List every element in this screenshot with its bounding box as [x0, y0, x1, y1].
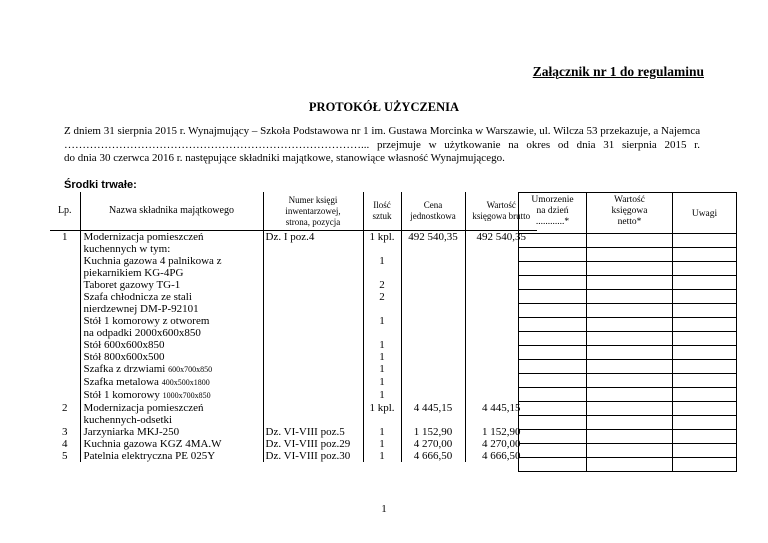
row-quantity: [363, 376, 401, 389]
header-depreciation-l3: ............*: [535, 217, 570, 227]
row-quantity-text: 1: [379, 255, 385, 267]
empty-cell: [587, 402, 673, 416]
row-unit-price: [401, 363, 465, 376]
row-quantity-text: 1: [379, 376, 385, 388]
header-unit-price-l2: jednostkowa: [410, 211, 456, 221]
row-quantity-text: 1: [379, 315, 385, 327]
depreciation-row: [519, 262, 737, 276]
depreciation-row: [519, 248, 737, 262]
row-name-text: Szafka z drzwiami: [83, 363, 169, 375]
empty-cell: [587, 444, 673, 458]
row-name-text: Stół 800x600x500: [83, 351, 165, 363]
row-quantity-text: 2: [379, 279, 385, 291]
empty-cell: [519, 304, 587, 318]
row-name: [80, 303, 263, 315]
table-row: [50, 231, 537, 244]
row-lp-text: 2: [62, 402, 68, 414]
row-inventory: [263, 450, 363, 462]
table-row: [50, 255, 537, 267]
row-quantity-text: 2: [379, 291, 385, 303]
table-row: [50, 389, 537, 402]
empty-cell: [519, 248, 587, 262]
row-name: [80, 231, 263, 244]
row-inventory: [263, 389, 363, 402]
depreciation-row: [519, 402, 737, 416]
row-quantity: [363, 339, 401, 351]
table-row: [50, 426, 537, 438]
intro-line-3: do dnia 30 czerwca 2016 r. następujące składniki majątkowe, stanowiące własność Wynajmującego.: [64, 152, 505, 164]
table-header-row: [50, 192, 537, 231]
empty-cell: [519, 402, 587, 416]
row-unit-price: [401, 315, 465, 327]
table-row: [50, 363, 537, 376]
empty-cell: [673, 458, 737, 472]
empty-cell: [587, 458, 673, 472]
row-name: [80, 363, 263, 376]
empty-cell: [673, 276, 737, 290]
row-lp: [50, 363, 80, 376]
empty-cell: [587, 276, 673, 290]
row-inventory: [263, 402, 363, 414]
row-lp: [50, 376, 80, 389]
row-name-text: Taboret gazowy TG-1: [83, 279, 181, 291]
row-name-text: Stół 1 komorowy z otworem: [83, 315, 210, 327]
header-unit-price-l1: Cena: [423, 200, 443, 210]
row-unit-price: [401, 279, 465, 291]
row-quantity-text: 1 kpl.: [369, 231, 395, 243]
row-unit-price: [401, 389, 465, 402]
depreciation-row: [519, 388, 737, 402]
empty-cell: [587, 290, 673, 304]
row-lp: [50, 279, 80, 291]
row-quantity: [363, 389, 401, 402]
row-name-text: Stół 1 komorowy: [83, 389, 163, 401]
assets-table: [50, 192, 537, 462]
depreciation-row: [519, 290, 737, 304]
row-unit-price: [401, 303, 465, 315]
header-net-value-l3: netto*: [617, 217, 642, 227]
empty-cell: [587, 374, 673, 388]
row-lp-text: 3: [62, 426, 68, 438]
row-quantity: [363, 303, 401, 315]
empty-cell: [587, 234, 673, 248]
empty-cell: [673, 388, 737, 402]
row-lp: [50, 402, 80, 414]
row-inventory: [263, 315, 363, 327]
row-name: [80, 426, 263, 438]
row-book-value-text: 4 270,00: [482, 438, 521, 450]
depreciation-row: [519, 346, 737, 360]
row-quantity-text: 1: [379, 363, 385, 375]
row-unit-price: [401, 291, 465, 303]
empty-cell: [673, 346, 737, 360]
row-lp-text: 1: [62, 231, 68, 243]
row-quantity: [363, 426, 401, 438]
row-book-value-text: 1 152,90: [482, 426, 521, 438]
row-unit-price: [401, 438, 465, 450]
row-quantity: [363, 267, 401, 279]
empty-cell: [519, 262, 587, 276]
annex-heading: Załącznik nr 1 do regulaminu: [532, 64, 704, 79]
row-unit-price: [401, 426, 465, 438]
row-quantity: [363, 243, 401, 255]
row-unit-price: [401, 414, 465, 426]
row-unit-price-text: 4 270,00: [413, 438, 453, 450]
table-row: [50, 303, 537, 315]
table-row: [50, 414, 537, 426]
row-inventory: [263, 363, 363, 376]
depreciation-row: [519, 276, 737, 290]
row-inventory: [263, 339, 363, 351]
empty-cell: [519, 430, 587, 444]
empty-cell: [519, 346, 587, 360]
empty-cell: [587, 360, 673, 374]
row-unit-price: [401, 327, 465, 339]
row-unit-price-text: 4 666,50: [413, 450, 453, 462]
row-unit-price: [401, 450, 465, 462]
header-name: Nazwa składnika majątkowego: [80, 192, 263, 231]
table-row: [50, 438, 537, 450]
row-quantity-text: 1: [379, 426, 385, 438]
empty-cell: [519, 458, 587, 472]
header-net-value-l1: Wartość: [614, 195, 645, 205]
row-lp: [50, 327, 80, 339]
row-lp: [50, 414, 80, 426]
header-quantity-l2: sztuk: [372, 211, 392, 221]
row-inventory: [263, 327, 363, 339]
row-inventory: [263, 376, 363, 389]
depreciation-header-row: [519, 193, 737, 234]
empty-cell: [519, 374, 587, 388]
row-quantity: [363, 291, 401, 303]
row-inventory-text: Dz. I poz.4: [265, 231, 315, 243]
header-depreciation-l2: na dzień: [536, 206, 569, 216]
row-inventory: [263, 438, 363, 450]
row-lp: [50, 351, 80, 363]
empty-cell: [673, 402, 737, 416]
empty-cell: [519, 416, 587, 430]
row-lp: [50, 315, 80, 327]
empty-cell: [587, 332, 673, 346]
row-name: [80, 327, 263, 339]
header-notes: Uwagi: [673, 193, 737, 234]
page-number: 1: [381, 503, 387, 515]
row-inventory: [263, 414, 363, 426]
row-name-dimensions: 600x700x850: [168, 365, 213, 374]
header-depreciation: [519, 193, 587, 234]
row-inventory: [263, 303, 363, 315]
row-name-text: piekarnikiem KG-4PG: [83, 267, 184, 279]
row-unit-price: [401, 339, 465, 351]
table-row: [50, 315, 537, 327]
empty-cell: [673, 444, 737, 458]
row-inventory: [263, 243, 363, 255]
section-label: Środki trwałe:: [64, 179, 137, 191]
row-unit-price-text: 4 445,15: [413, 402, 453, 414]
row-lp: [50, 231, 80, 244]
intro-paragraph: [64, 125, 700, 166]
empty-cell: [587, 388, 673, 402]
empty-cell: [587, 346, 673, 360]
table-row: [50, 243, 537, 255]
header-inventory-l1: Numer księgi: [288, 194, 338, 205]
row-inventory: [263, 426, 363, 438]
empty-cell: [673, 318, 737, 332]
row-inventory-text: Dz. VI-VIII poz.5: [265, 426, 345, 438]
header-inventory-l2: inwentarzowej,: [285, 205, 341, 216]
header-book-value-l1: Wartość: [486, 200, 516, 210]
row-inventory: [263, 267, 363, 279]
row-lp: [50, 339, 80, 351]
row-name-text: Kuchnia gazowa 4 palnikowa z: [83, 255, 222, 267]
row-unit-price: [401, 351, 465, 363]
row-name-text: Szafa chłodnicza ze stali: [83, 291, 192, 303]
empty-cell: [673, 262, 737, 276]
row-name-text: Stół 600x600x850: [83, 339, 165, 351]
row-quantity: [363, 438, 401, 450]
row-quantity: [363, 279, 401, 291]
row-book-value-text: 492 540,35: [476, 231, 526, 243]
row-unit-price: [401, 267, 465, 279]
empty-cell: [587, 248, 673, 262]
row-quantity-text: 1 kpl.: [369, 402, 395, 414]
depreciation-row: [519, 458, 737, 472]
row-lp-text: 4: [62, 438, 68, 450]
empty-cell: [587, 262, 673, 276]
table-row: [50, 339, 537, 351]
header-net-value: [587, 193, 673, 234]
table-row: [50, 327, 537, 339]
empty-cell: [673, 234, 737, 248]
row-inventory: [263, 291, 363, 303]
row-quantity: [363, 327, 401, 339]
empty-cell: [519, 360, 587, 374]
row-lp: [50, 450, 80, 462]
row-lp-text: 5: [62, 450, 68, 462]
row-book-value-text: 4 445,15: [482, 402, 521, 414]
document-title: PROTOKÓŁ UŻYCZENIA: [308, 100, 460, 114]
depreciation-row: [519, 234, 737, 248]
row-quantity: [363, 351, 401, 363]
empty-cell: [673, 248, 737, 262]
depreciation-row: [519, 430, 737, 444]
row-name: [80, 351, 263, 363]
row-name: [80, 414, 263, 426]
row-quantity: [363, 414, 401, 426]
row-name: [80, 450, 263, 462]
row-inventory: [263, 279, 363, 291]
depreciation-row: [519, 416, 737, 430]
row-lp: [50, 243, 80, 255]
table-row: [50, 291, 537, 303]
row-name-dimensions: 1000x700x850: [162, 391, 211, 400]
header-net-value-l2: księgowa: [611, 206, 648, 216]
row-name: [80, 389, 263, 402]
depreciation-row: [519, 332, 737, 346]
row-lp: [50, 255, 80, 267]
row-unit-price: [401, 243, 465, 255]
depreciation-row: [519, 304, 737, 318]
empty-cell: [519, 444, 587, 458]
row-name-text: Modernizacja pomieszczeń: [83, 231, 204, 243]
row-unit-price-text: 492 540,35: [408, 231, 458, 243]
row-name-text: Kuchnia gazowa KGZ 4MA.W: [83, 438, 222, 450]
depreciation-row: [519, 374, 737, 388]
row-name: [80, 267, 263, 279]
row-name-text: na odpadki 2000x600x850: [83, 327, 201, 339]
empty-cell: [673, 416, 737, 430]
empty-cell: [673, 332, 737, 346]
depreciation-table: [518, 192, 737, 472]
row-unit-price: [401, 402, 465, 414]
empty-cell: [673, 290, 737, 304]
row-inventory: [263, 351, 363, 363]
row-inventory: [263, 231, 363, 244]
table-row: [50, 450, 537, 462]
row-book-value-text: 4 666,50: [482, 450, 521, 462]
row-name-text: Modernizacja pomieszczeń: [83, 402, 204, 414]
empty-cell: [519, 332, 587, 346]
header-inventory: [263, 192, 363, 231]
header-inventory-l3: strona, pozycja: [285, 216, 341, 227]
row-quantity-text: 1: [379, 389, 385, 401]
row-name: [80, 402, 263, 414]
row-name: [80, 291, 263, 303]
row-name-text: kuchennych-odsetki: [83, 414, 173, 426]
empty-cell: [519, 276, 587, 290]
empty-cell: [587, 430, 673, 444]
row-lp: [50, 291, 80, 303]
empty-cell: [587, 318, 673, 332]
empty-cell: [519, 290, 587, 304]
row-lp: [50, 389, 80, 402]
empty-cell: [673, 304, 737, 318]
row-name-text: nierdzewnej DM-P-92101: [83, 303, 199, 315]
empty-cell: [587, 416, 673, 430]
row-unit-price: [401, 231, 465, 244]
row-lp: [50, 438, 80, 450]
row-name: [80, 315, 263, 327]
empty-cell: [587, 304, 673, 318]
row-name: [80, 339, 263, 351]
header-quantity-l1: Ilość: [373, 200, 391, 210]
row-quantity: [363, 231, 401, 244]
header-depreciation-l1: Umorzenie: [531, 195, 574, 205]
empty-cell: [519, 318, 587, 332]
depreciation-row: [519, 318, 737, 332]
row-quantity: [363, 450, 401, 462]
row-unit-price-text: 1 152,90: [413, 426, 453, 438]
empty-cell: [673, 374, 737, 388]
depreciation-row: [519, 444, 737, 458]
table-row: [50, 267, 537, 279]
row-name: [80, 376, 263, 389]
table-row: [50, 279, 537, 291]
header-book-value-l2: księgowa brutto: [472, 211, 531, 221]
empty-cell: [519, 234, 587, 248]
intro-line-2: ………………………………………………………………………... przejmuje w użytkowanie na okres od dnia 31 sierpnia 2015 r.: [64, 138, 700, 151]
row-quantity: [363, 255, 401, 267]
row-name-text: Szafka metalowa: [83, 376, 162, 388]
row-lp: [50, 267, 80, 279]
intro-line-1: Z dniem 31 sierpnia 2015 r. Wynajmujący – Szkoła Podstawowa nr 1 im. Gustawa Morcinka w Warszawie, ul. Wilcza 53 przekazuje, a Najemca: [64, 125, 701, 137]
header-lp: Lp.: [50, 192, 80, 231]
row-lp: [50, 426, 80, 438]
row-name-text: kuchennych w tym:: [83, 243, 171, 255]
row-lp: [50, 303, 80, 315]
row-quantity: [363, 363, 401, 376]
row-name-text: Patelnia elektryczna PE 025Y: [83, 450, 216, 462]
row-unit-price: [401, 376, 465, 389]
row-inventory-text: Dz. VI-VIII poz.30: [265, 450, 351, 462]
empty-cell: [519, 388, 587, 402]
table-row: [50, 376, 537, 389]
empty-cell: [673, 360, 737, 374]
row-name: [80, 243, 263, 255]
header-quantity: [363, 192, 401, 231]
row-name-text: Jarzyniarka MKJ-250: [83, 426, 180, 438]
row-name: [80, 255, 263, 267]
row-name: [80, 438, 263, 450]
row-quantity: [363, 315, 401, 327]
row-name: [80, 279, 263, 291]
row-quantity-text: 1: [379, 438, 385, 450]
row-quantity-text: 1: [379, 351, 385, 363]
row-quantity-text: 1: [379, 339, 385, 351]
row-quantity-text: 1: [379, 450, 385, 462]
row-name-dimensions: 400x500x1800: [161, 378, 210, 387]
row-unit-price: [401, 255, 465, 267]
row-quantity: [363, 402, 401, 414]
depreciation-row: [519, 360, 737, 374]
header-unit-price: [401, 192, 465, 231]
table-row: [50, 351, 537, 363]
table-row: [50, 402, 537, 414]
row-inventory: [263, 255, 363, 267]
row-inventory-text: Dz. VI-VIII poz.29: [265, 438, 351, 450]
empty-cell: [673, 430, 737, 444]
